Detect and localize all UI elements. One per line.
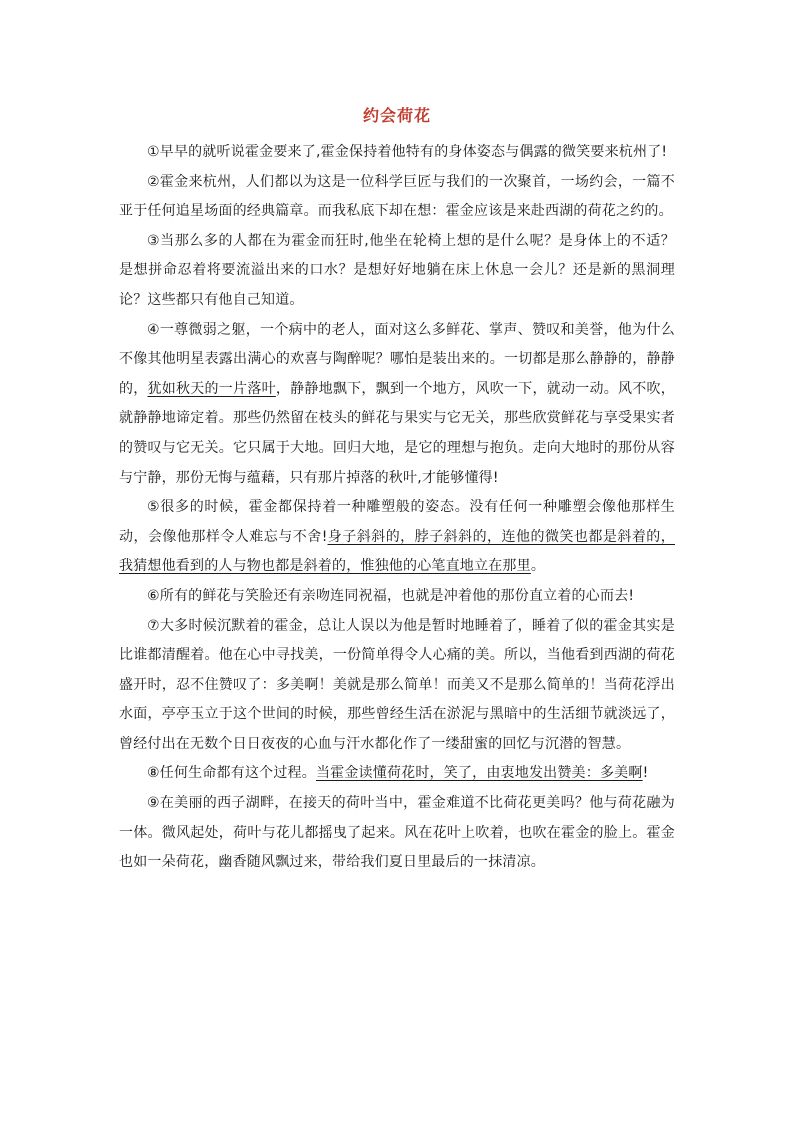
- document-page: [119, 104, 675, 878]
- text-segment: 。: [530, 558, 546, 575]
- paragraph-1: [119, 138, 675, 168]
- text-segment: ③当那么多的人都在为霍金而狂时,他坐在轮椅上想的是什么呢？是身体上的不适？是想拼命忍着将要流溢出来的口水？是想好好地躺在床上休息一会儿？还是新的黑洞理论？这些都只有他自己知道。: [119, 232, 675, 308]
- text-segment: ②霍金来杭州，人们都以为这是一位科学巨匠与我们的一次聚首，一场约会，一篇不亚于任何追星场面的经典篇章。而我私底下却在想：霍金应该是来赴西湖的荷花之约的。: [119, 173, 675, 220]
- article-body: [119, 138, 675, 878]
- paragraph-6: [119, 582, 675, 612]
- document-title: 约会荷花: [362, 106, 431, 125]
- paragraph-9: [119, 789, 675, 878]
- paragraph-2: [119, 168, 675, 227]
- text-segment: ⑧任何生命都有这个过程。: [147, 765, 316, 782]
- text-segment: ⑦大多时候沉默着的霍金，总让人误以为他是暂时地睡着了，睡着了似的霍金其实是比谁都清醒着。他在心中寻找美，一份简单得令人心痛的美。所以，当他看到西湖的荷花盛开时，忍不住赞叹了：多美啊！美就是那么简单！而美又不是那么简单的！当荷花浮出水面，亭亭玉立于这个世间的时候，那些曾经生活在淤泥与黑暗中的生活细节就淡远了，曾经付出在无数个日日夜夜的心血与汗水都化作了一缕甜蜜的回忆与沉潜的智慧。: [119, 617, 675, 752]
- text-segment: ，静静地飘下，飘到一个地方，风吹一下，就动一动。风不吹，就静静地谛定着。那些仍然留在枝头的鲜花与果实与它无关，那些欣赏鲜花与享受果实者的赞叹与它无关。它只属于大地。回归大地，是它的理想与抱负。走向大地时的那份从容与宁静，那份无悔与蕴藉，只有那片掉落的秋叶,才能够懂得!: [119, 380, 675, 486]
- text-segment: ④一尊微弱之躯，一个病中的老人，面对这么多鲜花、掌声、赞叹和美誉，他为什么不像其他明星表露出满心的欢喜与陶醉呢？哪怕是装出来的。一切都是那么静静的，静静的，: [119, 321, 675, 397]
- text-segment: ⑨在美丽的西子湖畔，在接天的荷叶当中，霍金难道不比荷花更美吗？他与荷花融为一体。微风起处，荷叶与花儿都摇曳了起来。风在花叶上吹着，也吹在霍金的脸上。霍金也如一朵荷花，幽香随风飘过来，带给我们夏日里最后的一抹清凉。: [119, 795, 675, 871]
- paragraph-4: [119, 316, 675, 494]
- paragraph-5: [119, 493, 675, 582]
- text-segment: ⑤很多的时候，霍金都保持着一种雕塑般的姿态。没有任何一种雕塑会像他那样生动，会像他那样令人难忘与不舍!: [119, 499, 675, 545]
- underlined-sentence: 当霍金读懂荷花时，笑了，由衷地发出赞美：多美啊: [315, 765, 643, 782]
- text-segment: ⑥所有的鲜花与笑脸还有亲吻连同祝福，也就是冲着他的那份直立着的心而去!: [147, 587, 635, 604]
- paragraph-7: [119, 612, 675, 760]
- text-segment: !: [642, 765, 649, 782]
- underlined-sentence: 犹如秋天的一片落叶: [147, 380, 276, 397]
- paragraph-8: [119, 759, 675, 789]
- underlined-sentence: 身子斜斜的，脖子斜斜的，连他的微笑也都是斜着的，我猜想他看到的人与物也都是斜着的，惟独他的心笔直地立在那里: [119, 528, 675, 575]
- paragraph-3: [119, 227, 675, 316]
- text-segment: ①早早的就听说霍金要来了,霍金保持着他特有的身体姿态与偶露的微笑要来杭州了!: [147, 144, 668, 160]
